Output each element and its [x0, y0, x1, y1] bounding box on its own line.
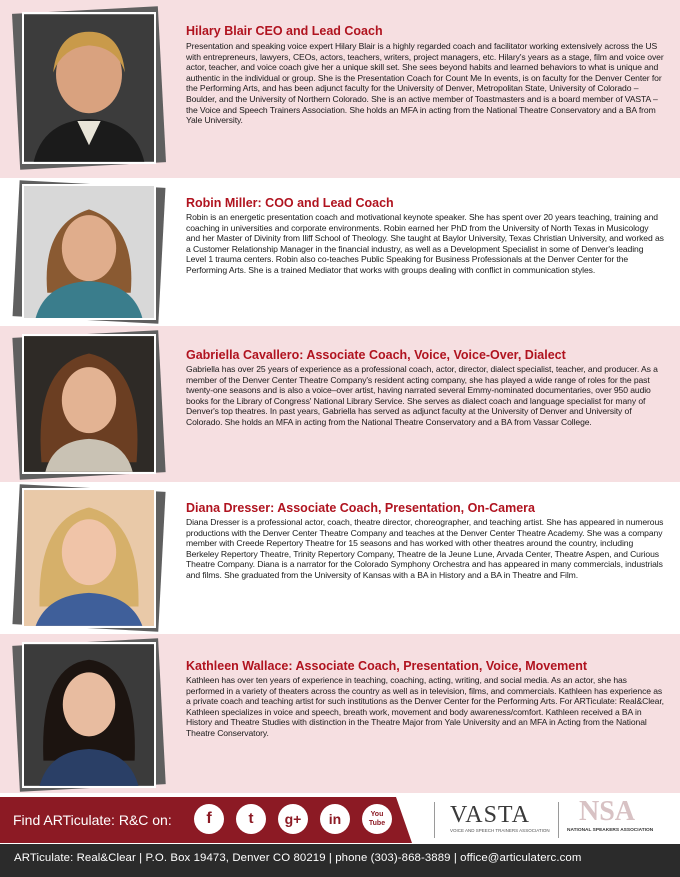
bio-text: Gabriella has over 25 years of experience as a professional coach, actor, director, dialect specialist, teacher, and producer. As a member of the Denver Center Theatre Company's resident acting company, she has played a wide range of roles for the past twenty-one seasons and is also a voice–over artist, having narrated several Emmy-nominated documentaries, over 950 audio books for the Library of Congress' National Library Service. She serves as dialect coach and language specialist for many of Denver's top theatres. In past years, Gabriella has served as adjunct faculty at the University of Denver and University of Colorado. She holds an MFA in acting from the National Theatre Conservatory and a BA from Vassar College. [186, 364, 658, 427]
social-label: Find ARTiculate: R&C on: [13, 812, 172, 828]
bio-text: Kathleen has over ten years of experience in teaching, coaching, acting, writing, and social media. As an actor, she has performed in a variety of theaters across the country as well as in television, films, and commercials. Kathleen has experience as a private coach and teaching artist for such institutions as the Denver Center for the Performing Arts. For ARTiculate: Real&Clear, Kathleen specializes in voice and speech, breath work, movement and body awareness/comfort. Kathleen received a BA in History and Theatre Studies with distinction in the Theatre Major from Yale University and an MFA in Acting from the National Theatre Conservatory. [186, 675, 664, 738]
twitter-icon[interactable]: t [236, 804, 266, 834]
linkedin-icon[interactable]: in [320, 804, 350, 834]
portrait-photo [22, 184, 156, 320]
portrait-icon [24, 490, 154, 626]
logo-divider [558, 802, 559, 838]
bio-section-kathleen-wallace [0, 634, 680, 793]
portrait-photo [22, 334, 156, 474]
portrait-icon [24, 644, 154, 786]
portrait-icon [24, 186, 154, 318]
logo-divider [434, 802, 435, 838]
bio-section-gabriella-cavallero [0, 326, 680, 482]
facebook-icon[interactable]: f [194, 804, 224, 834]
vasta-logo[interactable] [450, 802, 550, 838]
vasta-wordmark: VASTA [450, 802, 530, 828]
portrait-photo [22, 642, 156, 788]
bio-section-robin-miller [0, 178, 680, 326]
nsa-wordmark: NSA [579, 796, 636, 827]
portrait-photo [22, 12, 156, 164]
bio-title: Robin Miller: COO and Lead Coach [186, 196, 394, 210]
bio-title: Kathleen Wallace: Associate Coach, Presentation, Voice, Movement [186, 659, 588, 673]
contact-info: ARTiculate: Real&Clear | P.O. Box 19473, Denver CO 80219 | phone (303)-868-3889 | office@articulaterc.com [14, 852, 582, 864]
bio-text: Presentation and speaking voice expert Hilary Blair is a highly regarded coach and facilitator working extensively across the US with entrepreneurs, lawyers, CEOs, actors, teachers, writers, project managers, etc. Hilary's years as a stage, film and voice over actor, teacher, and voice coach give her a unique skill set. She sees beyond habits and learned behaviors to what is unique and authentic in the individual or group. She is the Presentation Coach for Count Me In events, is on faculty for the Denver Center for the Performing Arts, and has been adjunct faculty for the University of Denver, Metropolitan State, University of Colorado –Boulder, and the University of Northern Colorado. She is an active member of Toastmasters and is a board member of VASTA – the Voice and Speech Trainers Association. She holds an MFA in acting from the National Theatre Conservatory and a BA from Yale University. [186, 41, 664, 126]
bio-section-diana-dresser [0, 482, 680, 634]
nsa-logo[interactable] [567, 797, 657, 841]
bio-title: Gabriella Cavallero: Associate Coach, Voice, Voice-Over, Dialect [186, 348, 566, 362]
youtube-icon[interactable]: You Tube [362, 804, 392, 834]
portrait-icon [24, 336, 154, 472]
portrait-photo [22, 488, 156, 628]
portrait-icon [24, 14, 154, 162]
bio-text: Robin is an energetic presentation coach and motivational keynote speaker. She has spent over 20 years teaching, training and coaching in universities and corporate environments. Robin earned her PhD from the University of North Texas in Musicology and her Master of Divinity from Iliff School of Theology. She taught at Baylor University, Texas Christian University, and worked as a Customer Relationship Manager in the financial industry, as well as a Development Specialist in some of Denver's leading Level 1 trauma centers. Robin also co-teaches Public Speaking for Business Professionals at the Denver Center for the Performing Arts. She is a trained Mediator that works with groups dealing with conflict in communication styles. [186, 212, 664, 275]
nsa-subtitle: NATIONAL SPEAKERS ASSOCIATION [567, 828, 654, 833]
vasta-subtitle: VOICE AND SPEECH TRAINERS ASSOCIATION [450, 828, 550, 833]
bio-title: Hilary Blair CEO and Lead Coach [186, 24, 383, 38]
bio-section-hilary-blair [0, 0, 680, 178]
google-plus-icon[interactable]: g+ [278, 804, 308, 834]
bio-title: Diana Dresser: Associate Coach, Presentation, On-Camera [186, 501, 535, 515]
bio-text: Diana Dresser is a professional actor, coach, theatre director, choreographer, and teaching artist. She has appeared in numerous productions with the Denver Center Theatre Company and teaches at the Denver Center Theatre Academy. She was a company member with Creede Repertory Theatre for 15 seasons and has worked with other theatres around the country, including Berkeley Repertory Theatre, Trinity Repertory Company, Theatre de la Jeune Lune, Arvada Center, Theatre Aspen, and Curious Theatre Company. Diana is a narrator for the Colorado Symphony Orchestra and has appeared in many commercials, industrials and films. She graduated from the University of Kansas with a BA in History and a BA in Theatre and Film. [186, 517, 664, 580]
